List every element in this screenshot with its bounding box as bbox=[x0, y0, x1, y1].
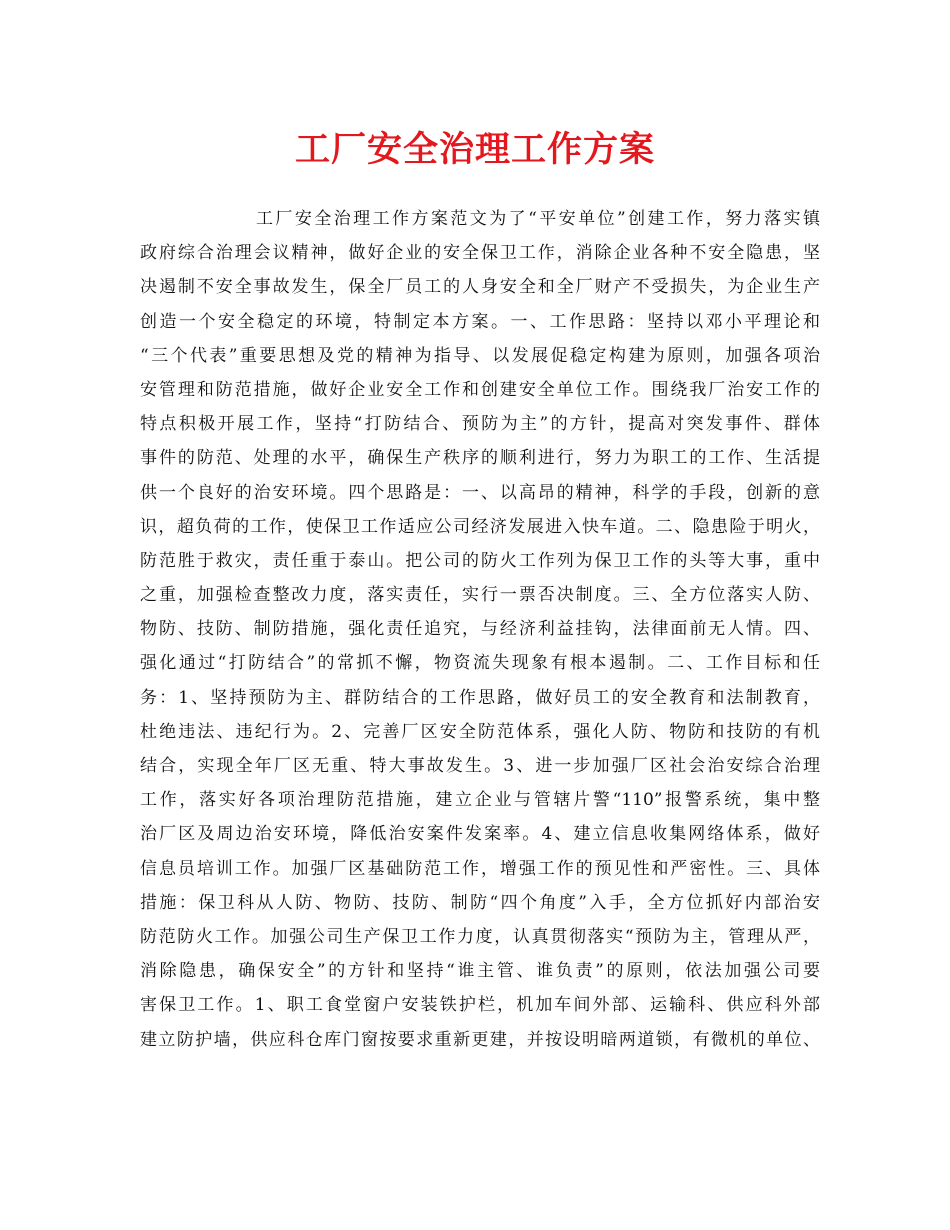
body-line: “三个代表”重要思想及党的精神为指导、以发展促稳定构建为原则，加强各项治 bbox=[140, 345, 820, 366]
body-line: 创造一个安全稳定的环境，特制定本方案。一、工作思路：坚持以邓小平理论和 bbox=[140, 311, 820, 332]
body-line: 决遏制不安全事故发生，保全厂员工的人身安全和全厂财产不受损失，为企业生产 bbox=[140, 277, 820, 298]
body-line: 杜绝违法、违纪行为。2、完善厂区安全防范体系，强化人防、物防和技防的有机 bbox=[140, 721, 820, 742]
body-line: 供一个良好的治安环境。四个思路是：一、以高昂的精神，科学的手段，创新的意 bbox=[140, 482, 820, 503]
body-line: 治厂区及周边治安环境，降低治安案件发案率。4、建立信息收集网络体系，做好 bbox=[140, 824, 820, 845]
body-line: 之重，加强检查整改力度，落实责任，实行一票否决制度。三、全方位落实人防、 bbox=[140, 585, 820, 606]
body-line: 安管理和防范措施，做好企业安全工作和创建安全单位工作。围绕我厂治安工作的 bbox=[140, 379, 820, 400]
body-line: 建立防护墙，供应科仓库门窗按要求重新更建，并按设明暗两道锁，有微机的单位、 bbox=[140, 1029, 820, 1050]
body-line: 强化通过“打防结合”的常抓不懈，物资流失现象有根本遏制。二、工作目标和任 bbox=[140, 653, 820, 674]
body-line: 措施：保卫科从人防、物防、技防、制防“四个角度”入手，全方位抓好内部治安 bbox=[140, 892, 820, 913]
body-line: 识，超负荷的工作，使保卫工作适应公司经济发展进入快车道。二、隐患险于明火， bbox=[140, 516, 820, 537]
body-line: 政府综合治理会议精神，做好企业的安全保卫工作，消除企业各种不安全隐患，坚 bbox=[140, 243, 820, 264]
body-line: 物防、技防、制防措施，强化责任追究，与经济利益挂钩，法律面前无人情。四、 bbox=[140, 619, 820, 640]
body-line: 特点积极开展工作，坚持“打防结合、预防为主”的方针，提高对突发事件、群体 bbox=[140, 414, 820, 435]
body-line: 消除隐患，确保安全”的方针和坚持“谁主管、谁负责”的原则，依法加强公司要 bbox=[140, 961, 820, 982]
document-body bbox=[140, 202, 820, 1057]
body-line: 信息员培训工作。加强厂区基础防范工作，增强工作的预见性和严密性。三、具体 bbox=[140, 858, 820, 879]
body-line: 工作，落实好各项治理防范措施，建立企业与管辖片警“110”报警系统，集中整 bbox=[140, 790, 820, 811]
body-line: 防范防火工作。加强公司生产保卫工作力度，认真贯彻落实“预防为主，管理从严， bbox=[140, 926, 820, 947]
body-line: 害保卫工作。1、职工食堂窗户安装铁护栏，机加车间外部、运输科、供应科外部 bbox=[140, 995, 820, 1016]
body-line: 工厂安全治理工作方案范文为了“平安单位”创建工作，努力落实镇 bbox=[256, 209, 820, 229]
document-title: 工厂安全治理工作方案 bbox=[294, 129, 655, 170]
body-line: 务：1、坚持预防为主、群防结合的工作思路，做好员工的安全教育和法制教育， bbox=[140, 687, 820, 708]
body-line: 结合，实现全年厂区无重、特大事故发生。3、进一步加强厂区社会治安综合治理 bbox=[140, 756, 820, 776]
body-line: 防范胜于救灾，责任重于泰山。把公司的防火工作列为保卫工作的头等大事，重中 bbox=[140, 550, 820, 571]
body-line: 事件的防范、处理的水平，确保生产秩序的顺利进行，努力为职工的工作、生活提 bbox=[140, 448, 820, 469]
